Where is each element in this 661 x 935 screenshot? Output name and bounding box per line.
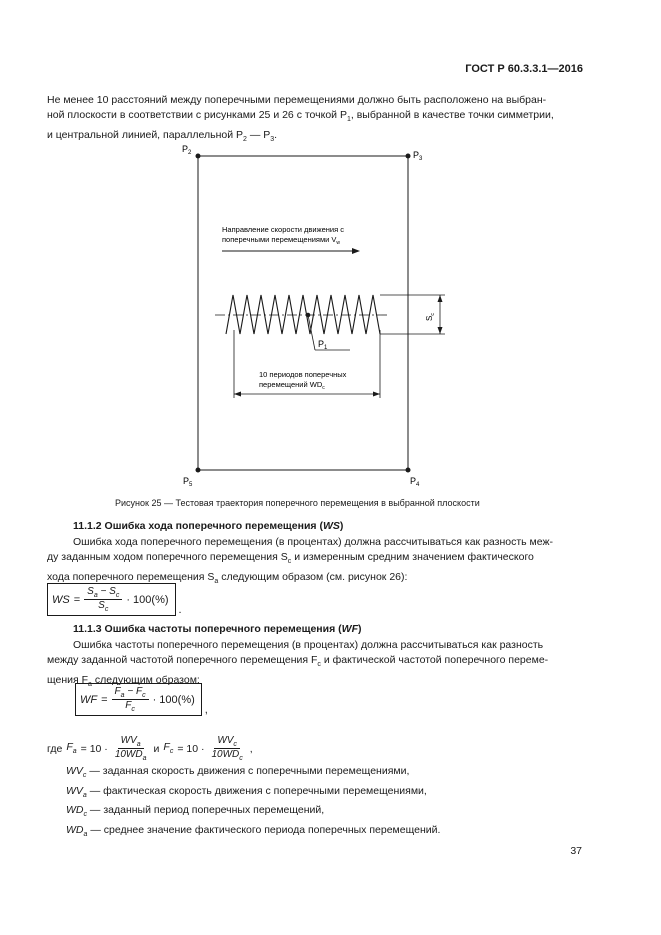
page-number: 37 — [570, 845, 582, 857]
legend-item: $WD_a$ — среднее значение фактического периода поперечных перемещений. — [66, 824, 441, 839]
ws-line-1: Ошибка хода поперечного перемещения (в процентах) должна рассчитываться как разность меж- — [73, 536, 553, 548]
direction-label-line1: Направление скорости движения с — [222, 225, 344, 234]
where-definitions: где $F_a$ = 10 · $\frac{WV_a}{10WD_a}$ и $F_c$ = 10 · $\frac{WV_c}{10WD_c}$ , — [47, 735, 253, 762]
point-p3 — [406, 154, 411, 159]
periods-label-line2: перемещений $WD_c$ — [259, 380, 325, 391]
symbol-legend — [66, 764, 440, 843]
wf-line-3: щения $F_a$ следующим образом: — [47, 673, 200, 688]
ws-formula: WS = $\frac{S_a - S_c}{S_c}$ · 100(%) . — [47, 583, 182, 616]
intro-line-2: ной плоскости в соответствии с рисунками 25 и 26 с точкой $P_1$, выбранной в качестве точки симметрии, — [47, 109, 554, 124]
legend-item: $WV_c$ — заданная скорость движения с поперечными перемещениями, — [66, 765, 410, 780]
ws-formula-box: WS = $\frac{S_a - S_c}{S_c}$ · 100(%) — [47, 583, 176, 616]
point-p2 — [196, 154, 201, 159]
heading-wf: 11.1.3 Ошибка частоты поперечного перемещения (WF) — [73, 623, 362, 635]
figure-caption: Рисунок 25 — Тестовая траектория поперечного перемещения в выбранной плоскости — [115, 498, 480, 508]
wf-line-2: между заданной частотой поперечного перемещения $F_c$ и фактической частотой поперечного переме- — [47, 654, 549, 669]
ws-line-3: хода поперечного перемещения $S_a$ следующим образом (см. рисунок 26): — [47, 570, 408, 585]
ws-fraction: $\frac{S_a - S_c}{S_c}$ — [84, 586, 122, 613]
document-header: ГОСТ Р 60.3.3.1—2016 — [465, 63, 583, 75]
label-p2: $P_2$ — [182, 144, 192, 156]
transverse-trajectory — [226, 295, 380, 334]
direction-label-line2: поперечными перемещениями $V_w$ — [222, 235, 341, 246]
periods-label-line1: 10 периодов поперечных — [259, 370, 347, 379]
ws-line-2: ду заданным ходом поперечного перемещения $S_c$ и измеренным средним значением фактического — [47, 551, 534, 566]
label-p1: $P_1$ — [318, 339, 328, 351]
intro-line-3: и центральной линией, параллельной $P_2$ — $P_3$. — [47, 128, 278, 143]
direction-arrowhead — [352, 248, 360, 254]
sc-label: $S_c$ — [425, 313, 436, 321]
wf-fraction: $\frac{F_a - F_c}{F_c}$ — [112, 686, 149, 713]
legend-item: $WV_a$ — фактическая скорость движения с поперечными перемещениями, — [66, 784, 427, 799]
heading-ws: 11.1.2 Ошибка хода поперечного перемещения (WS) — [73, 520, 344, 532]
legend-item: $WD_c$ — заданный период поперечных перемещений, — [66, 804, 325, 819]
intro-line-1: Не менее 10 расстояний между поперечными перемещениями должно быть расположено на выбран- — [47, 94, 547, 106]
ws-paragraph — [47, 535, 583, 589]
fc-fraction: $\frac{WV_c}{10WD_c}$ — [211, 735, 243, 762]
point-p5 — [196, 468, 201, 473]
wf-formula-box: WF = $\frac{F_a - F_c}{F_c}$ · 100(%) — [75, 683, 202, 716]
label-p4: $P_4$ — [410, 476, 420, 488]
label-p3: $P_3$ — [413, 150, 423, 162]
wf-line-1: Ошибка частоты поперечного перемещения (в процентах) должна рассчитываться как разность — [73, 639, 544, 651]
wf-formula: WF = $\frac{F_a - F_c}{F_c}$ · 100(%) , — [75, 683, 208, 716]
point-p4 — [406, 468, 411, 473]
label-p5: $P_5$ — [183, 476, 193, 488]
fa-fraction: $\frac{WV_a}{10WD_a}$ — [114, 735, 147, 762]
